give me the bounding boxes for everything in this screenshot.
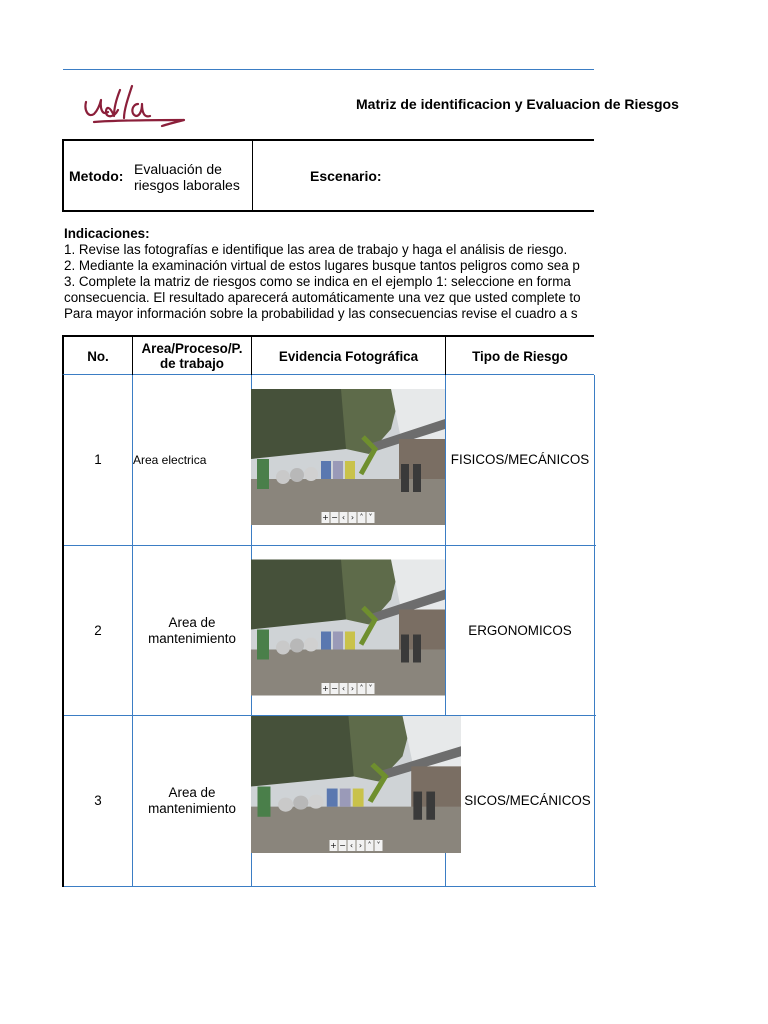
grid-line (64, 886, 596, 887)
evidence-photo[interactable] (251, 716, 461, 853)
metodo-label: Metodo: (69, 168, 124, 184)
zoom-out-icon[interactable]: − (331, 513, 338, 522)
grid-line (594, 375, 595, 887)
arrow-right-icon[interactable]: › (349, 683, 357, 694)
instructions (64, 226, 594, 322)
panorama-photo-icon (251, 716, 461, 853)
zoom-in-icon[interactable]: + (322, 513, 329, 522)
arrow-up-icon[interactable]: ˄ (359, 513, 364, 522)
metodo-value[interactable]: Evaluación de riesgos laborales (134, 161, 240, 193)
arrow-down-icon[interactable]: ˅ (376, 841, 381, 850)
arrow-down-icon[interactable]: ˅ (368, 513, 373, 522)
photo-controls (322, 512, 375, 523)
meta-divider (252, 141, 253, 210)
arrow-down-icon[interactable]: ˅ (368, 684, 373, 693)
table-row-no[interactable]: 1 (94, 452, 102, 467)
instruction-line: 1. Revise las fotografías e identifique las area de trabajo y haga el análisis de riesgo. (64, 242, 568, 257)
zoom-out-icon[interactable]: − (331, 684, 338, 693)
page-title: Matriz de identificacion y Evaluacion de Riesgos (356, 96, 679, 112)
zoom-in-icon[interactable]: + (322, 684, 329, 693)
arrow-right-icon[interactable]: › (357, 840, 365, 851)
escenario-label: Escenario: (310, 168, 382, 184)
instruction-line: 2. Mediante la examinación virtual de estos lugares busque tantos peligros como sea p (64, 258, 580, 273)
table-row-area[interactable]: Area electrica (133, 453, 207, 467)
arrow-left-icon[interactable]: ‹ (348, 840, 356, 851)
arrow-right-icon[interactable]: › (349, 512, 357, 523)
table-row-tipo[interactable]: SICOS/MECÁNICOS (464, 793, 591, 808)
panorama-photo-icon (251, 389, 445, 525)
udla-logo (80, 80, 190, 130)
instructions-title: Indicaciones: (64, 226, 150, 241)
risk-table (62, 375, 594, 887)
table-row-no[interactable]: 3 (94, 793, 102, 808)
table-row-area[interactable]: Area de mantenimiento (148, 614, 236, 646)
evidence-photo[interactable] (251, 559, 445, 696)
column-header-no: No. (87, 348, 109, 364)
column-header-area: Area/Proceso/P. de trabajo (141, 341, 243, 371)
zoom-in-icon[interactable]: + (330, 841, 337, 850)
photo-controls (322, 683, 375, 694)
instruction-line: 3. Complete la matriz de riesgos como se indica en el ejemplo 1: seleccione en forma (64, 274, 571, 289)
meta-box (62, 139, 594, 212)
table-row-no[interactable]: 2 (94, 622, 102, 638)
arrow-left-icon[interactable]: ‹ (340, 683, 348, 694)
arrow-up-icon[interactable]: ˄ (367, 841, 372, 850)
zoom-out-icon[interactable]: − (339, 841, 346, 850)
panorama-photo-icon (251, 559, 445, 696)
photo-controls (330, 840, 383, 851)
column-header-tipo: Tipo de Riesgo (472, 348, 568, 364)
table-row-tipo[interactable]: ERGONOMICOS (468, 622, 572, 638)
table-header (62, 335, 594, 375)
instruction-line: consecuencia. El resultado aparecerá automáticamente una vez que usted complete to (64, 290, 581, 305)
instruction-line: Para mayor información sobre la probabilidad y las consecuencias revise el cuadro a s (64, 306, 578, 321)
table-row-area[interactable]: Area de mantenimiento (148, 785, 236, 816)
arrow-left-icon[interactable]: ‹ (340, 512, 348, 523)
top-rule (63, 69, 594, 70)
column-header-evidencia: Evidencia Fotográfica (278, 348, 419, 364)
arrow-up-icon[interactable]: ˄ (359, 684, 364, 693)
table-row-tipo[interactable]: FISICOS/MECÁNICOS (450, 452, 590, 467)
evidence-photo[interactable] (251, 389, 445, 525)
